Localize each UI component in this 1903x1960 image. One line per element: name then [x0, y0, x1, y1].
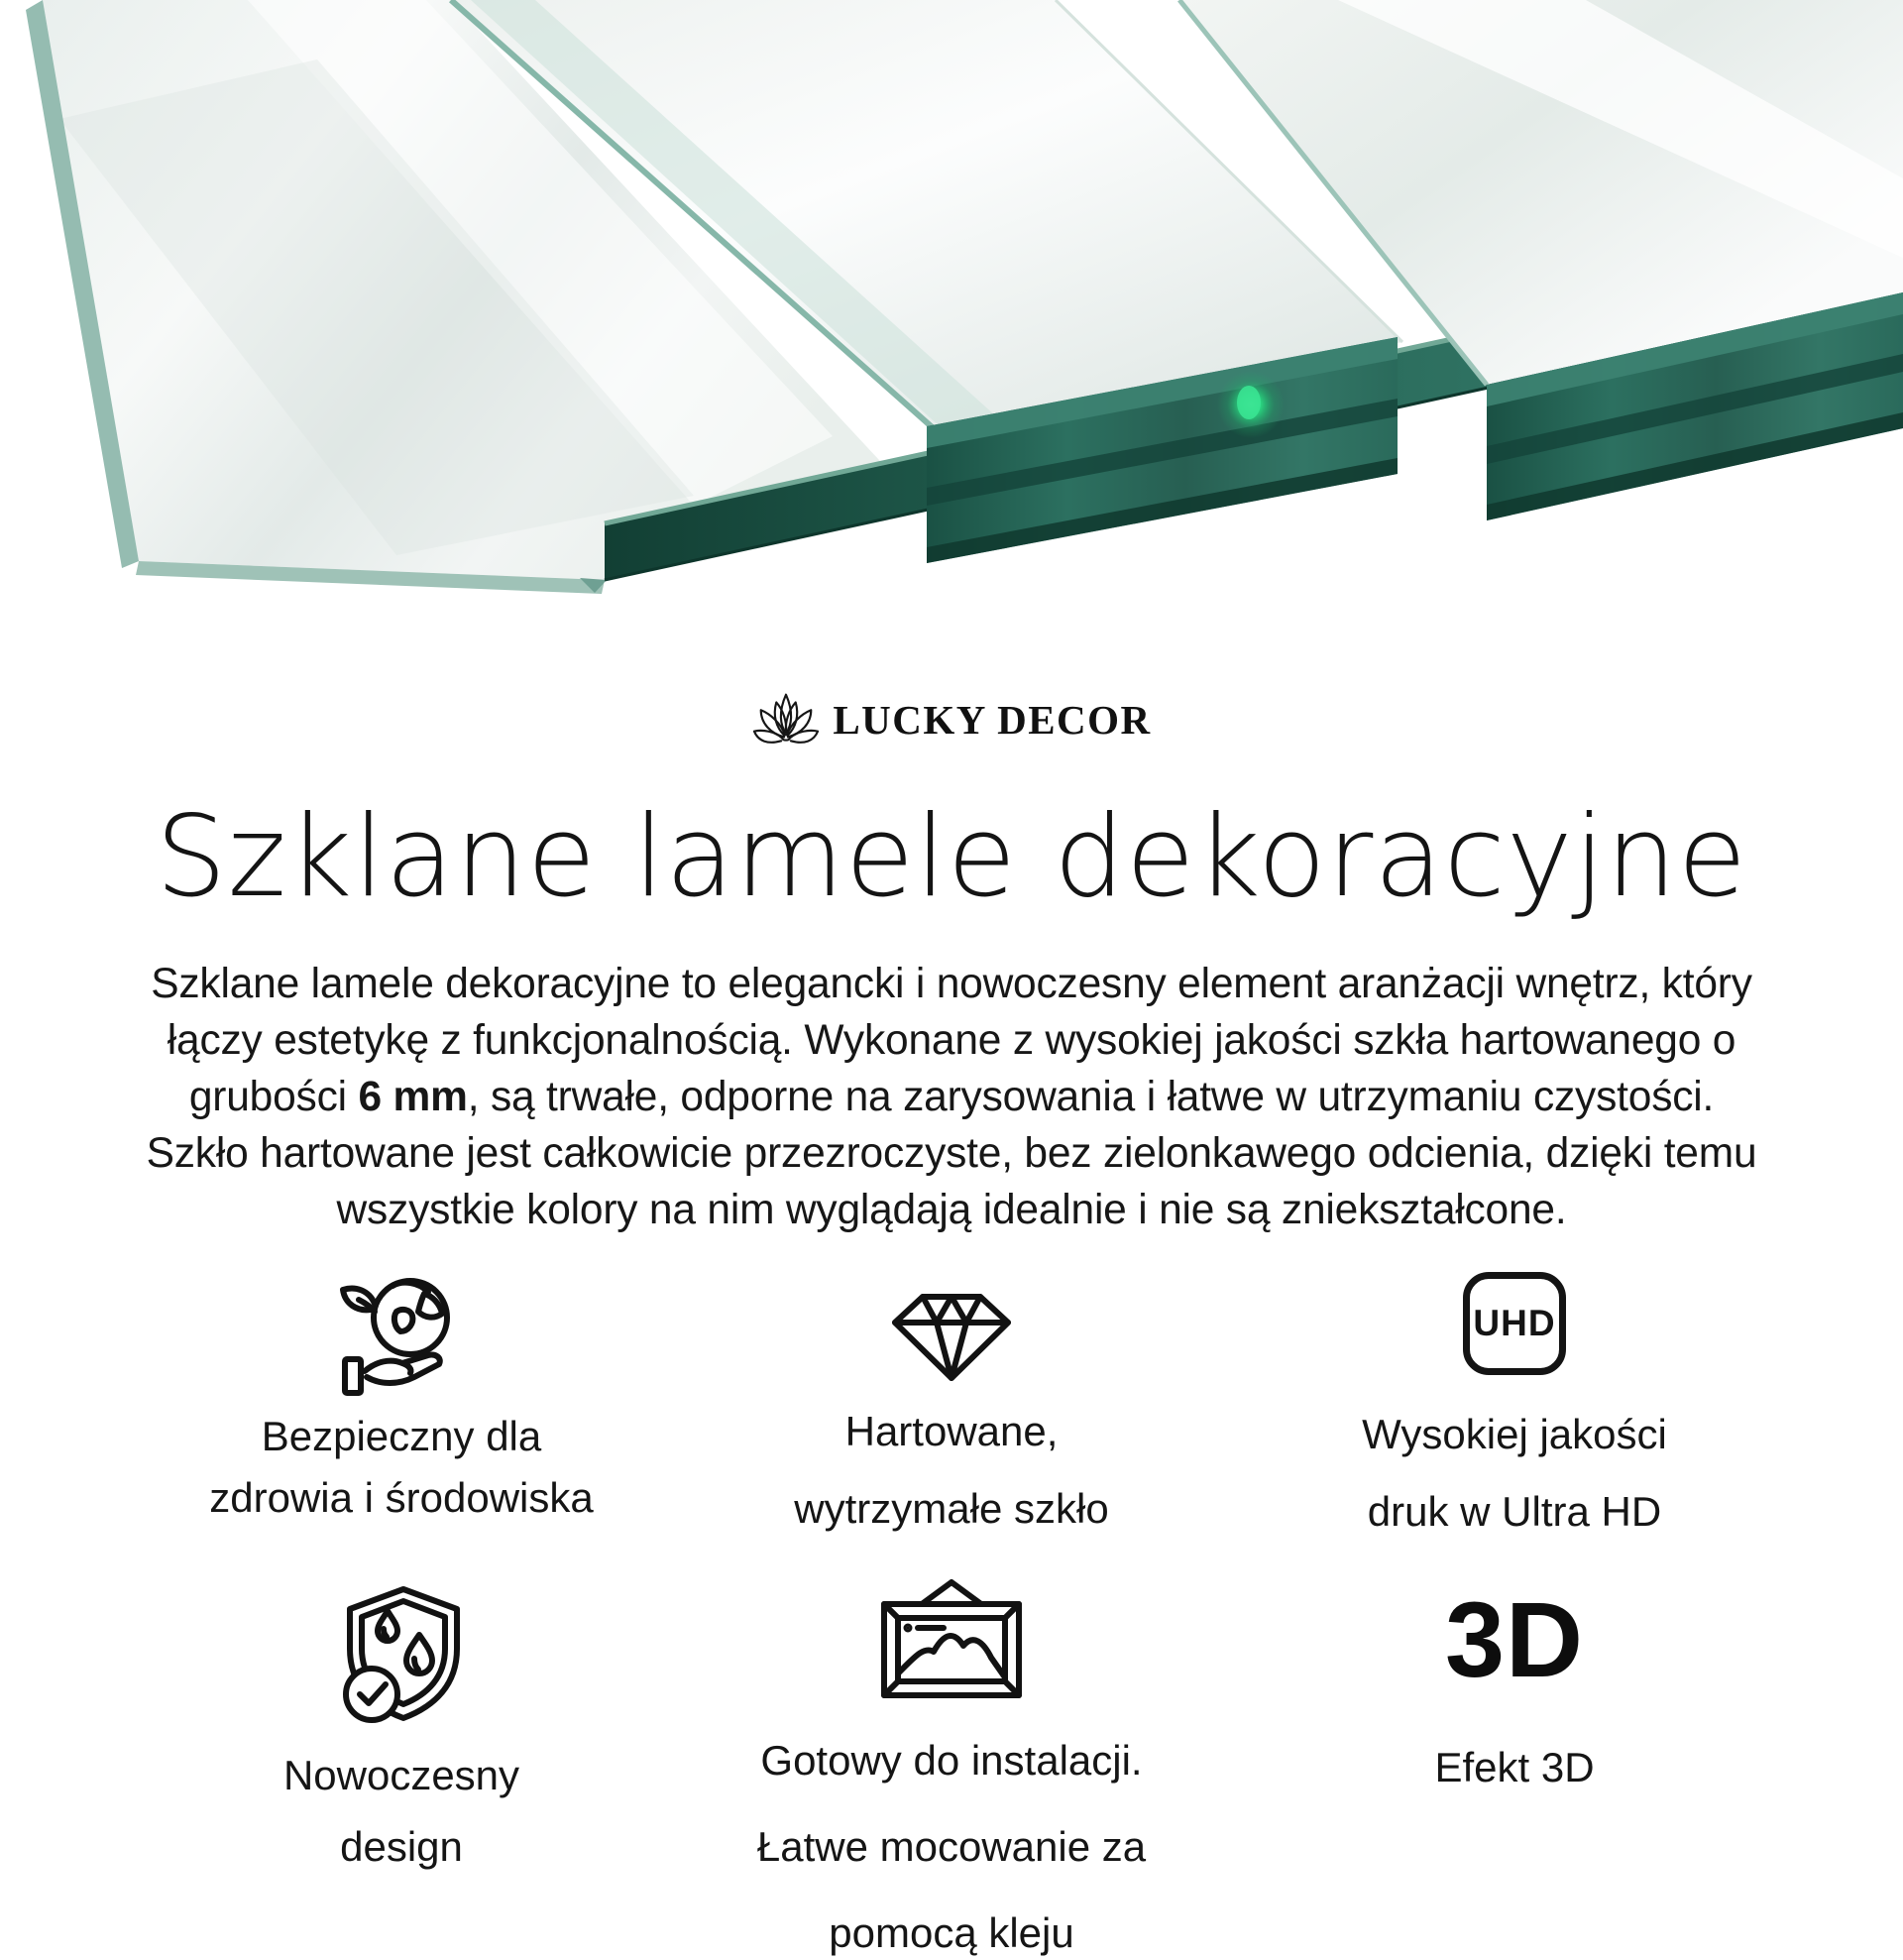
description-line: Szkło hartowane jest całkowicie przezroczyste, bez zielonkawego odcienia, dzięki temu [146, 1129, 1757, 1177]
description-line: wszystkie kolory na nim wyglądają idealnie i nie są zniekształcone. [336, 1186, 1567, 1233]
brand-logo [0, 685, 1903, 754]
uhd-badge-icon [1463, 1272, 1566, 1383]
feature-label: druk w Ultra HD [1367, 1488, 1662, 1535]
feature-label: Łatwe mocowanie za [756, 1823, 1147, 1870]
uhd-badge-label: UHD [1463, 1272, 1566, 1375]
feature-eco [104, 1272, 699, 1524]
feature-tempered-glass [654, 1289, 1249, 1535]
feature-uhd-print [1217, 1272, 1812, 1538]
feature-label: pomocą kleju [829, 1909, 1074, 1956]
feature-ready-to-install [654, 1574, 1249, 1960]
feature-label: design [340, 1823, 463, 1870]
eco-hand-globe-icon [329, 1272, 474, 1401]
glass-panels-illustration [0, 0, 1903, 659]
feature-label: wytrzymałe szkło [794, 1485, 1109, 1532]
3d-text-icon [1444, 1579, 1585, 1699]
feature-label: Nowoczesny [282, 1752, 520, 1798]
description-line: grubości 6 mm, są trwałe, odporne na zarysowania i łatwe w utrzymaniu czystości. [188, 1073, 1715, 1120]
brand-name: LUCKY DECOR [833, 697, 1152, 743]
3d-label: 3D [1444, 1579, 1585, 1699]
lotus-icon [751, 686, 821, 754]
feature-label: Hartowane, [844, 1408, 1059, 1454]
thickness-value: 6 mm [358, 1073, 468, 1120]
diamond-icon [889, 1289, 1014, 1380]
photo-bottom-fade [0, 595, 1903, 659]
feature-modern-design [104, 1583, 699, 1873]
description-line: łączy estetykę z funkcjonalnością. Wykonane z wysokiej jakości szkła hartowanego o [167, 1016, 1736, 1064]
picture-frame-icon [874, 1574, 1029, 1701]
page-title: Szklane lamele dekoracyjne [155, 791, 1748, 922]
shield-droplets-check-icon [332, 1583, 471, 1730]
feature-label: Efekt 3D [1434, 1744, 1595, 1790]
description-line: Szklane lamele dekoracyjne to elegancki i nowoczesny element aranżacji wnętrz, który [151, 960, 1752, 1007]
feature-label: zdrowia i środowiska [209, 1474, 594, 1521]
product-description [0, 956, 1903, 1238]
feature-label: Bezpieczny dla [261, 1413, 542, 1459]
feature-label: Wysokiej jakości [1362, 1411, 1667, 1457]
product-photo [0, 0, 1903, 659]
feature-label: Gotowy do instalacji. [760, 1737, 1143, 1784]
feature-3d-effect [1217, 1579, 1812, 1793]
